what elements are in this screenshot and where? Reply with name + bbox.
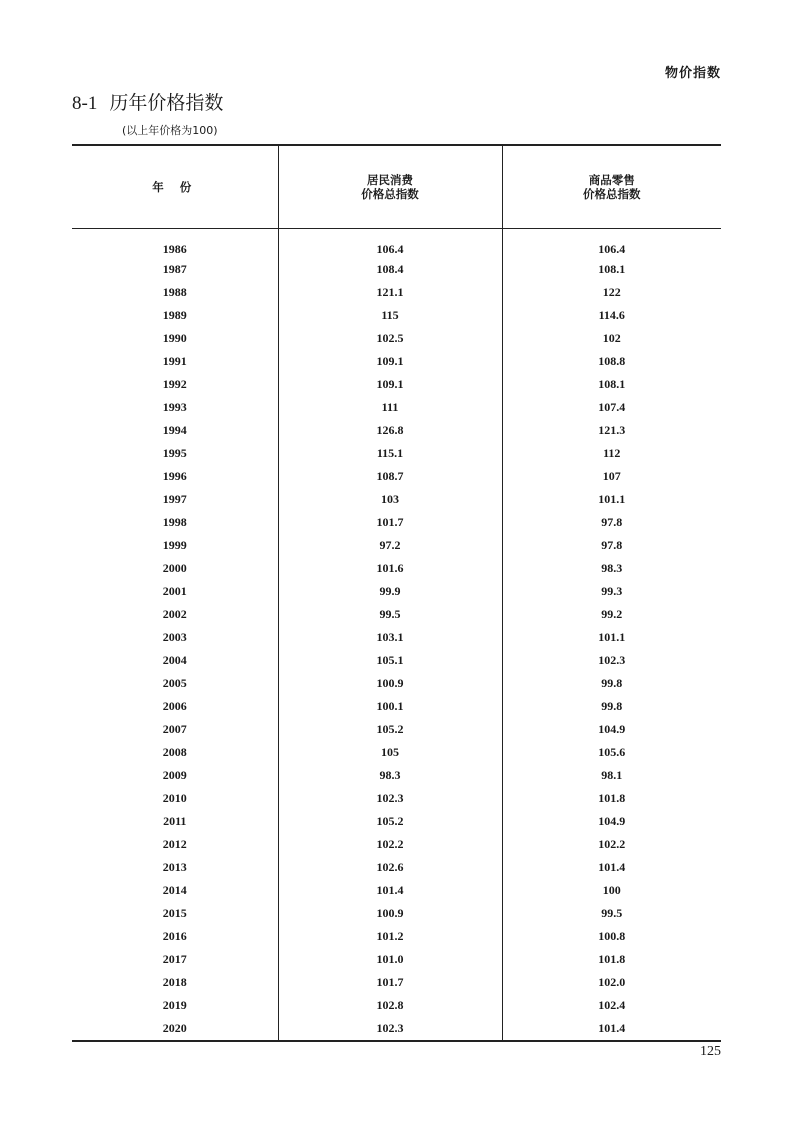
rpi-cell: 104.9 (502, 718, 721, 741)
year-cell: 1999 (162, 538, 187, 552)
year-cell: 2018 (162, 975, 187, 989)
year-cell: 1990 (162, 331, 187, 345)
year-cell: 2005 (162, 676, 187, 690)
rpi-cell: 99.3 (502, 580, 721, 603)
year-cell: 2013 (162, 860, 187, 874)
cpi-cell: 109.1 (278, 373, 502, 396)
year-cell: 2008 (162, 745, 187, 759)
column-header-rpi-line1: 商品零售 (588, 173, 635, 187)
table-row (72, 741, 721, 764)
table-row (72, 534, 721, 557)
cpi-cell: 106.4 (278, 229, 502, 259)
cpi-cell: 102.8 (278, 994, 502, 1017)
rpi-cell: 99.2 (502, 603, 721, 626)
table-body (72, 229, 721, 1042)
rpi-cell: 108.1 (502, 258, 721, 281)
table-row (72, 229, 721, 259)
rpi-cell: 105.6 (502, 741, 721, 764)
year-cell: 2003 (162, 630, 187, 644)
table-row (72, 350, 721, 373)
price-index-table-container (72, 144, 721, 1042)
table-row (72, 833, 721, 856)
column-header-year: 年 份 (72, 145, 278, 229)
year-cell: 2011 (163, 814, 187, 828)
table-row (72, 856, 721, 879)
year-cell: 2017 (162, 952, 187, 966)
section-header: 物价指数 (664, 66, 721, 81)
cpi-cell: 115.1 (278, 442, 502, 465)
table-row (72, 948, 721, 971)
cpi-cell: 105.2 (278, 810, 502, 833)
column-header-rpi (502, 145, 721, 229)
cpi-cell: 103.1 (278, 626, 502, 649)
year-cell: 1998 (162, 515, 187, 529)
year-cell: 1997 (162, 492, 187, 506)
cpi-cell: 101.4 (278, 879, 502, 902)
column-header-cpi-line2: 价格总指数 (361, 187, 419, 201)
year-cell: 2006 (162, 699, 187, 713)
rpi-cell: 112 (502, 442, 721, 465)
cpi-cell: 109.1 (278, 350, 502, 373)
table-row (72, 994, 721, 1017)
cpi-cell: 102.6 (278, 856, 502, 879)
table-row (72, 488, 721, 511)
table-row (72, 419, 721, 442)
table-row (72, 879, 721, 902)
cpi-cell: 108.7 (278, 465, 502, 488)
table-row (72, 764, 721, 787)
column-header-rpi-line2: 价格总指数 (583, 187, 641, 201)
rpi-cell: 100 (502, 879, 721, 902)
table-row (72, 511, 721, 534)
year-cell: 2004 (162, 653, 187, 667)
year-cell: 2015 (162, 906, 187, 920)
table-row (72, 442, 721, 465)
table-row (72, 603, 721, 626)
table-row (72, 396, 721, 419)
rpi-cell: 101.4 (502, 1017, 721, 1041)
rpi-cell: 101.4 (502, 856, 721, 879)
table-row (72, 327, 721, 350)
table-row (72, 649, 721, 672)
rpi-cell: 106.4 (502, 229, 721, 259)
table-row (72, 672, 721, 695)
cpi-cell: 105.1 (278, 649, 502, 672)
rpi-cell: 101.1 (502, 488, 721, 511)
year-cell: 1989 (162, 308, 187, 322)
table-row (72, 695, 721, 718)
table-row (72, 626, 721, 649)
cpi-cell: 108.4 (278, 258, 502, 281)
rpi-cell: 104.9 (502, 810, 721, 833)
year-cell: 2002 (162, 607, 187, 621)
rpi-cell: 100.8 (502, 925, 721, 948)
table-row (72, 925, 721, 948)
cpi-cell: 102.2 (278, 833, 502, 856)
column-header-cpi (278, 145, 502, 229)
rpi-cell: 107.4 (502, 396, 721, 419)
year-cell: 2007 (162, 722, 187, 736)
price-index-table (72, 144, 721, 1042)
table-unit-note: (以上年价格为100) (122, 124, 218, 137)
rpi-cell: 99.8 (502, 672, 721, 695)
year-cell: 1988 (162, 285, 187, 299)
table-row (72, 465, 721, 488)
table-number: 8-1 (72, 93, 98, 114)
rpi-cell: 97.8 (502, 511, 721, 534)
rpi-cell: 99.8 (502, 695, 721, 718)
cpi-cell: 101.0 (278, 948, 502, 971)
cpi-cell: 111 (278, 396, 502, 419)
cpi-cell: 99.9 (278, 580, 502, 603)
table-row (72, 373, 721, 396)
rpi-cell: 101.8 (502, 948, 721, 971)
rpi-cell: 102.0 (502, 971, 721, 994)
table-row (72, 304, 721, 327)
table-row (72, 557, 721, 580)
year-cell: 2012 (162, 837, 187, 851)
cpi-cell: 100.9 (278, 672, 502, 695)
cpi-cell: 105 (278, 741, 502, 764)
column-header-cpi-line1: 居民消费 (367, 173, 413, 187)
table-row (72, 971, 721, 994)
year-cell: 2009 (162, 768, 187, 782)
rpi-cell: 97.8 (502, 534, 721, 557)
table-row (72, 718, 721, 741)
table-row (72, 281, 721, 304)
cpi-cell: 97.2 (278, 534, 502, 557)
table-title-text: 历年价格指数 (109, 92, 224, 114)
cpi-cell: 101.2 (278, 925, 502, 948)
year-cell: 1993 (162, 400, 187, 414)
rpi-cell: 98.1 (502, 764, 721, 787)
table-row (72, 810, 721, 833)
year-cell: 1995 (162, 446, 187, 460)
year-cell: 1994 (162, 423, 187, 437)
rpi-cell: 102.4 (502, 994, 721, 1017)
year-cell: 1986 (162, 242, 187, 256)
rpi-cell: 121.3 (502, 419, 721, 442)
table-title (72, 88, 223, 115)
rpi-cell: 108.1 (502, 373, 721, 396)
year-cell: 2020 (72, 1017, 278, 1041)
cpi-cell: 99.5 (278, 603, 502, 626)
year-cell: 1996 (162, 469, 187, 483)
rpi-cell: 114.6 (502, 304, 721, 327)
rpi-cell: 107 (502, 465, 721, 488)
cpi-cell: 98.3 (278, 764, 502, 787)
cpi-cell: 115 (278, 304, 502, 327)
cpi-cell: 126.8 (278, 419, 502, 442)
year-cell: 2010 (162, 791, 187, 805)
cpi-cell: 103 (278, 488, 502, 511)
year-cell: 2001 (162, 584, 187, 598)
cpi-cell: 121.1 (278, 281, 502, 304)
year-cell: 1992 (162, 377, 187, 391)
rpi-cell: 122 (502, 281, 721, 304)
cpi-cell: 100.9 (278, 902, 502, 925)
table-row (72, 258, 721, 281)
rpi-cell: 101.1 (502, 626, 721, 649)
table-row (72, 787, 721, 810)
table-row (72, 1017, 721, 1041)
cpi-cell: 100.1 (278, 695, 502, 718)
table-row (72, 902, 721, 925)
cpi-cell: 105.2 (278, 718, 502, 741)
table-row (72, 580, 721, 603)
cpi-cell: 102.3 (278, 1017, 502, 1041)
year-cell: 1991 (162, 354, 187, 368)
year-cell: 2000 (162, 561, 187, 575)
page-number: 125 (700, 1044, 721, 1059)
cpi-cell: 102.3 (278, 787, 502, 810)
rpi-cell: 101.8 (502, 787, 721, 810)
cpi-cell: 101.6 (278, 557, 502, 580)
rpi-cell: 108.8 (502, 350, 721, 373)
rpi-cell: 102.2 (502, 833, 721, 856)
rpi-cell: 99.5 (502, 902, 721, 925)
rpi-cell: 102 (502, 327, 721, 350)
cpi-cell: 102.5 (278, 327, 502, 350)
rpi-cell: 102.3 (502, 649, 721, 672)
year-cell: 2014 (162, 883, 187, 897)
cpi-cell: 101.7 (278, 511, 502, 534)
rpi-cell: 98.3 (502, 557, 721, 580)
year-cell: 2016 (162, 929, 187, 943)
table-header-row (72, 145, 721, 229)
cpi-cell: 101.7 (278, 971, 502, 994)
year-cell: 2019 (162, 998, 187, 1012)
year-cell: 1987 (162, 262, 187, 276)
